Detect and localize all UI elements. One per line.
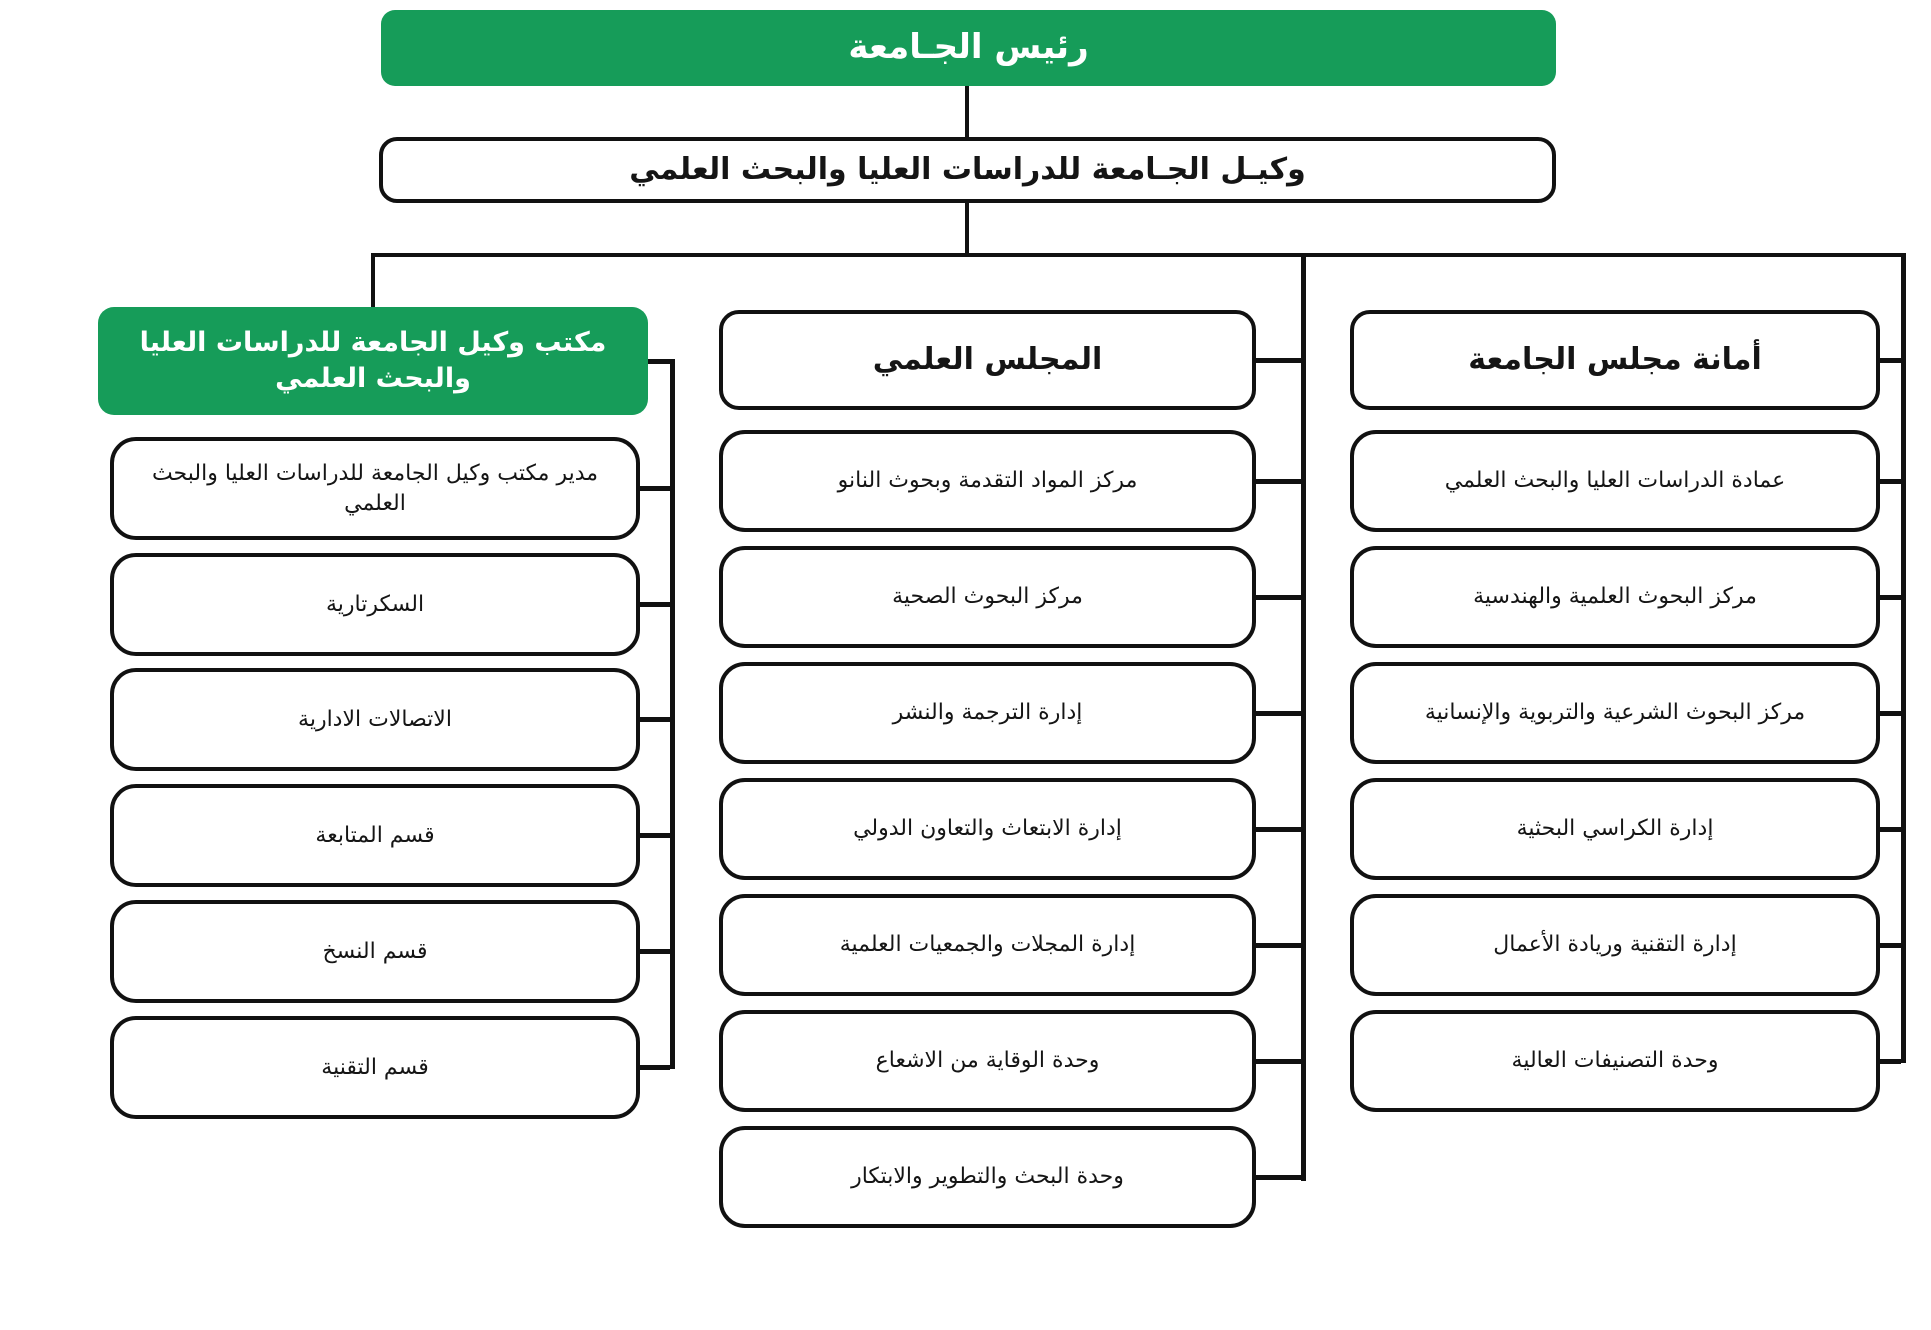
connector-line bbox=[1880, 595, 1901, 600]
vice-president-box bbox=[379, 137, 1556, 203]
org-node-label: مدير مكتب وكيل الجامعة للدراسات العليا والبحث العلمي bbox=[151, 460, 599, 516]
org-node-label: إدارة الترجمة والنشر bbox=[892, 700, 1083, 726]
office-column-header-label: مكتب وكيل الجامعة للدراسات العليا والبحث العلمي bbox=[139, 326, 607, 394]
org-node bbox=[1350, 894, 1880, 996]
org-node bbox=[719, 1126, 1256, 1228]
connector-line bbox=[1880, 479, 1901, 484]
org-node bbox=[110, 437, 640, 540]
connector-line bbox=[640, 949, 670, 954]
connector-line bbox=[371, 253, 375, 307]
connector-line bbox=[1880, 358, 1901, 363]
council-secretariat-header-label: أمانة مجلس الجامعة bbox=[1468, 341, 1762, 377]
org-node-label: مركز البحوث الصحية bbox=[892, 584, 1083, 610]
org-node-label: مركز البحوث العلمية والهندسية bbox=[1473, 584, 1757, 610]
org-node bbox=[110, 668, 640, 771]
org-node-label: مركز البحوث الشرعية والتربوية والإنسانية bbox=[1424, 700, 1806, 726]
org-node-label: قسم التقنية bbox=[321, 1054, 429, 1080]
scientific-council-header-label: المجلس العلمي bbox=[872, 341, 1103, 377]
scientific-council-header bbox=[719, 310, 1256, 410]
connector-line bbox=[1256, 711, 1301, 716]
connector-line bbox=[1901, 253, 1906, 1063]
org-node bbox=[1350, 662, 1880, 764]
org-node-label: إدارة الكراسي البحثية bbox=[1516, 816, 1714, 842]
connector-line bbox=[640, 1065, 670, 1070]
org-node bbox=[719, 430, 1256, 532]
vice-president-label: وكيـل الجـامعة للدراسات العليا والبحث العلمي bbox=[629, 151, 1306, 187]
connector-line bbox=[1880, 827, 1901, 832]
org-node-label: قسم المتابعة bbox=[315, 822, 435, 848]
connector-line bbox=[371, 253, 1906, 257]
council-secretariat-header bbox=[1350, 310, 1880, 410]
org-node bbox=[719, 662, 1256, 764]
office-column-header bbox=[98, 307, 648, 415]
connector-line bbox=[1256, 1175, 1301, 1180]
connector-line bbox=[640, 717, 670, 722]
org-node bbox=[110, 1016, 640, 1119]
org-node bbox=[1350, 546, 1880, 648]
president-label: رئيس الجـامعة bbox=[848, 27, 1089, 68]
connector-line bbox=[648, 359, 670, 364]
org-node-label: الاتصالات الادارية bbox=[298, 706, 452, 732]
connector-line bbox=[1880, 943, 1901, 948]
org-node bbox=[719, 778, 1256, 880]
org-node-label: وحدة البحث والتطوير والابتكار bbox=[851, 1164, 1124, 1190]
org-node bbox=[1350, 1010, 1880, 1112]
org-node-label: وحدة الوقاية من الاشعاع bbox=[875, 1048, 1100, 1074]
president-box bbox=[381, 10, 1556, 86]
connector-line bbox=[1256, 479, 1301, 484]
org-node bbox=[719, 1010, 1256, 1112]
connector-line bbox=[640, 833, 670, 838]
org-node bbox=[1350, 430, 1880, 532]
org-node-label: عمادة الدراسات العليا والبحث العلمي bbox=[1444, 468, 1786, 494]
org-node-label: إدارة التقنية وريادة الأعمال bbox=[1493, 932, 1737, 958]
org-node bbox=[110, 900, 640, 1003]
org-node bbox=[719, 894, 1256, 996]
connector-line bbox=[1256, 595, 1301, 600]
org-node-label: إدارة المجلات والجمعيات العلمية bbox=[839, 932, 1136, 958]
connector-line bbox=[1256, 1059, 1301, 1064]
connector-line bbox=[1880, 1059, 1901, 1064]
org-node bbox=[1350, 778, 1880, 880]
connector-line bbox=[1256, 358, 1301, 363]
org-node bbox=[719, 546, 1256, 648]
org-node bbox=[110, 784, 640, 887]
connector-line bbox=[640, 486, 670, 491]
org-node-label: السكرتارية bbox=[325, 591, 425, 617]
org-node-label: قسم النسخ bbox=[322, 938, 428, 964]
connector-line bbox=[1256, 943, 1301, 948]
connector-line bbox=[670, 359, 675, 1069]
connector-line bbox=[640, 602, 670, 607]
connector-line bbox=[1256, 827, 1301, 832]
org-node-label: مركز المواد التقدمة وبحوث النانو bbox=[837, 468, 1138, 494]
org-node-label: وحدة التصنيفات العالية bbox=[1511, 1048, 1719, 1074]
org-node-label: إدارة الابتعاث والتعاون الدولي bbox=[853, 816, 1122, 842]
org-node bbox=[110, 553, 640, 656]
connector-line bbox=[1880, 711, 1901, 716]
connector-line bbox=[1301, 253, 1306, 1181]
connector-line bbox=[965, 203, 969, 253]
connector-line bbox=[965, 86, 969, 137]
